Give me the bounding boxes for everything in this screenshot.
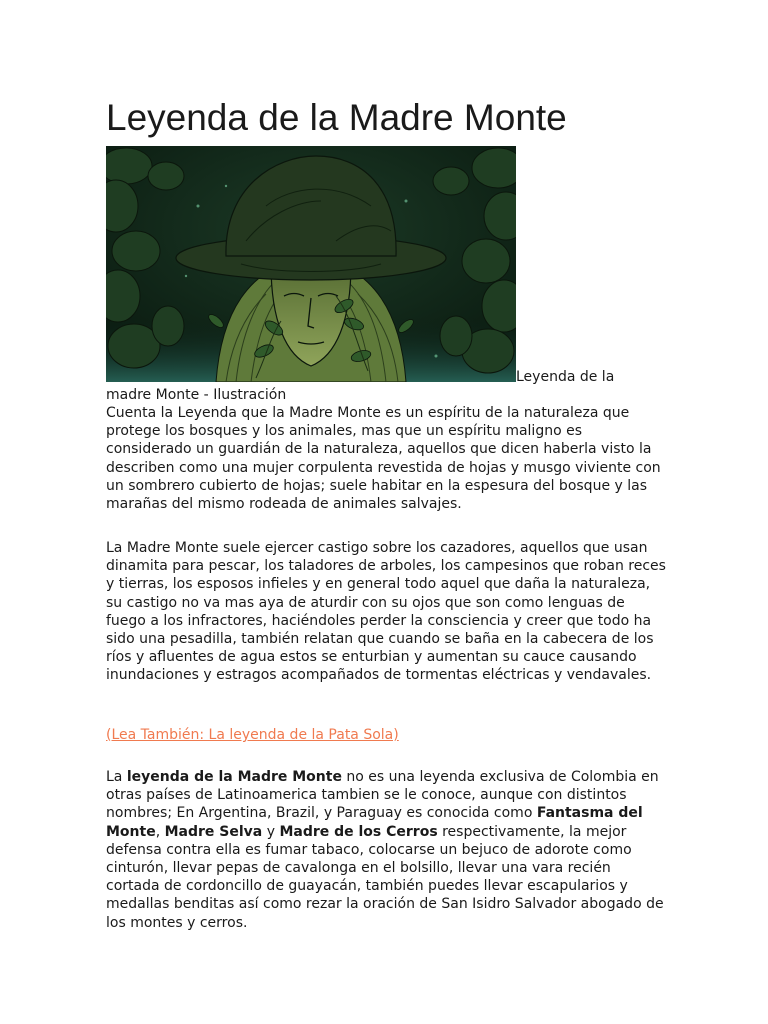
- p3-text-2: no es una leyenda exclusiva de Colombia en otras países de Latinoamerica tambien se le conoce, aunque con distintos nombres; En Argentina, Brazil, y Paraguay es conocida como: [106, 769, 659, 822]
- image-caption-line2: madre Monte - Ilustración: [106, 387, 287, 403]
- related-article-link[interactable]: (Lea También: La leyenda de la Pata Sola): [106, 727, 399, 743]
- paragraph-castigo: La Madre Monte suele ejercer castigo sobre los cazadores, aquellos que usan dinamita para pescar, los taladores de arboles, los campesinos que roban reces y tierras, los esposos infieles y en general todo aquel que daña la naturaleza, su castigo no va mas aya de aturdir con su ojos que son como lenguas de fuego a los infractores, haciéndoles perder la consciencia y creer que todo ha sido una pesadilla, también relatan que cuando se baña en la cabecera de los ríos y afluentes de agua estos se enturbian y aumentan su cauce causando inundaciones y estragos acompañados de tormentas eléctricas y vendavales.: [106, 540, 666, 684]
- p3-text-4: y: [262, 823, 280, 840]
- p3-text-1: La: [106, 769, 127, 785]
- paragraph-otros-paises: [106, 768, 666, 932]
- madre-monte-image: [106, 146, 516, 382]
- p3-text-3: ,: [155, 823, 165, 840]
- related-link-paragraph: [106, 726, 666, 744]
- p3-bold-madre-selva: Madre Selva: [164, 823, 263, 840]
- p3-bold-madre-cerros: Madre de los Cerros: [279, 823, 438, 840]
- p3-bold-leyenda: leyenda de la Madre Monte: [126, 769, 342, 785]
- p3-text-5: respectivamente, la mejor defensa contra ella es fumar tabaco, colocarse un bejuco de adorote como cinturón, llevar pepas de cavalonga en el bolsillo, llevar una vara recién cortada de cordoncillo de guayacán, también puedes llevar escapularios y medallas benditas así como rezar la oración de San Isidro Salvador abogado de los montes y cerros.: [106, 823, 664, 931]
- p3-bold-fantasma: Fantasma del Monte: [106, 805, 643, 840]
- image-caption-line1: Leyenda de la: [516, 369, 615, 385]
- paragraph-intro: Cuenta la Leyenda que la Madre Monte es un espíritu de la naturaleza que protege los bosques y los animales, mas que un espíritu maligno es considerado un guardián de la naturaleza, aquellos que dicen haberla visto la describen como una mujer corpulenta revestida de hojas y musgo viviente con un sombrero cubierto de hojas; suele habitar en la espesura del bosque y las marañas del mismo rodeada de animales salvajes.: [106, 405, 661, 513]
- article-title: Leyenda de la Madre Monte: [106, 97, 567, 138]
- madre-monte-illustration: [106, 146, 516, 382]
